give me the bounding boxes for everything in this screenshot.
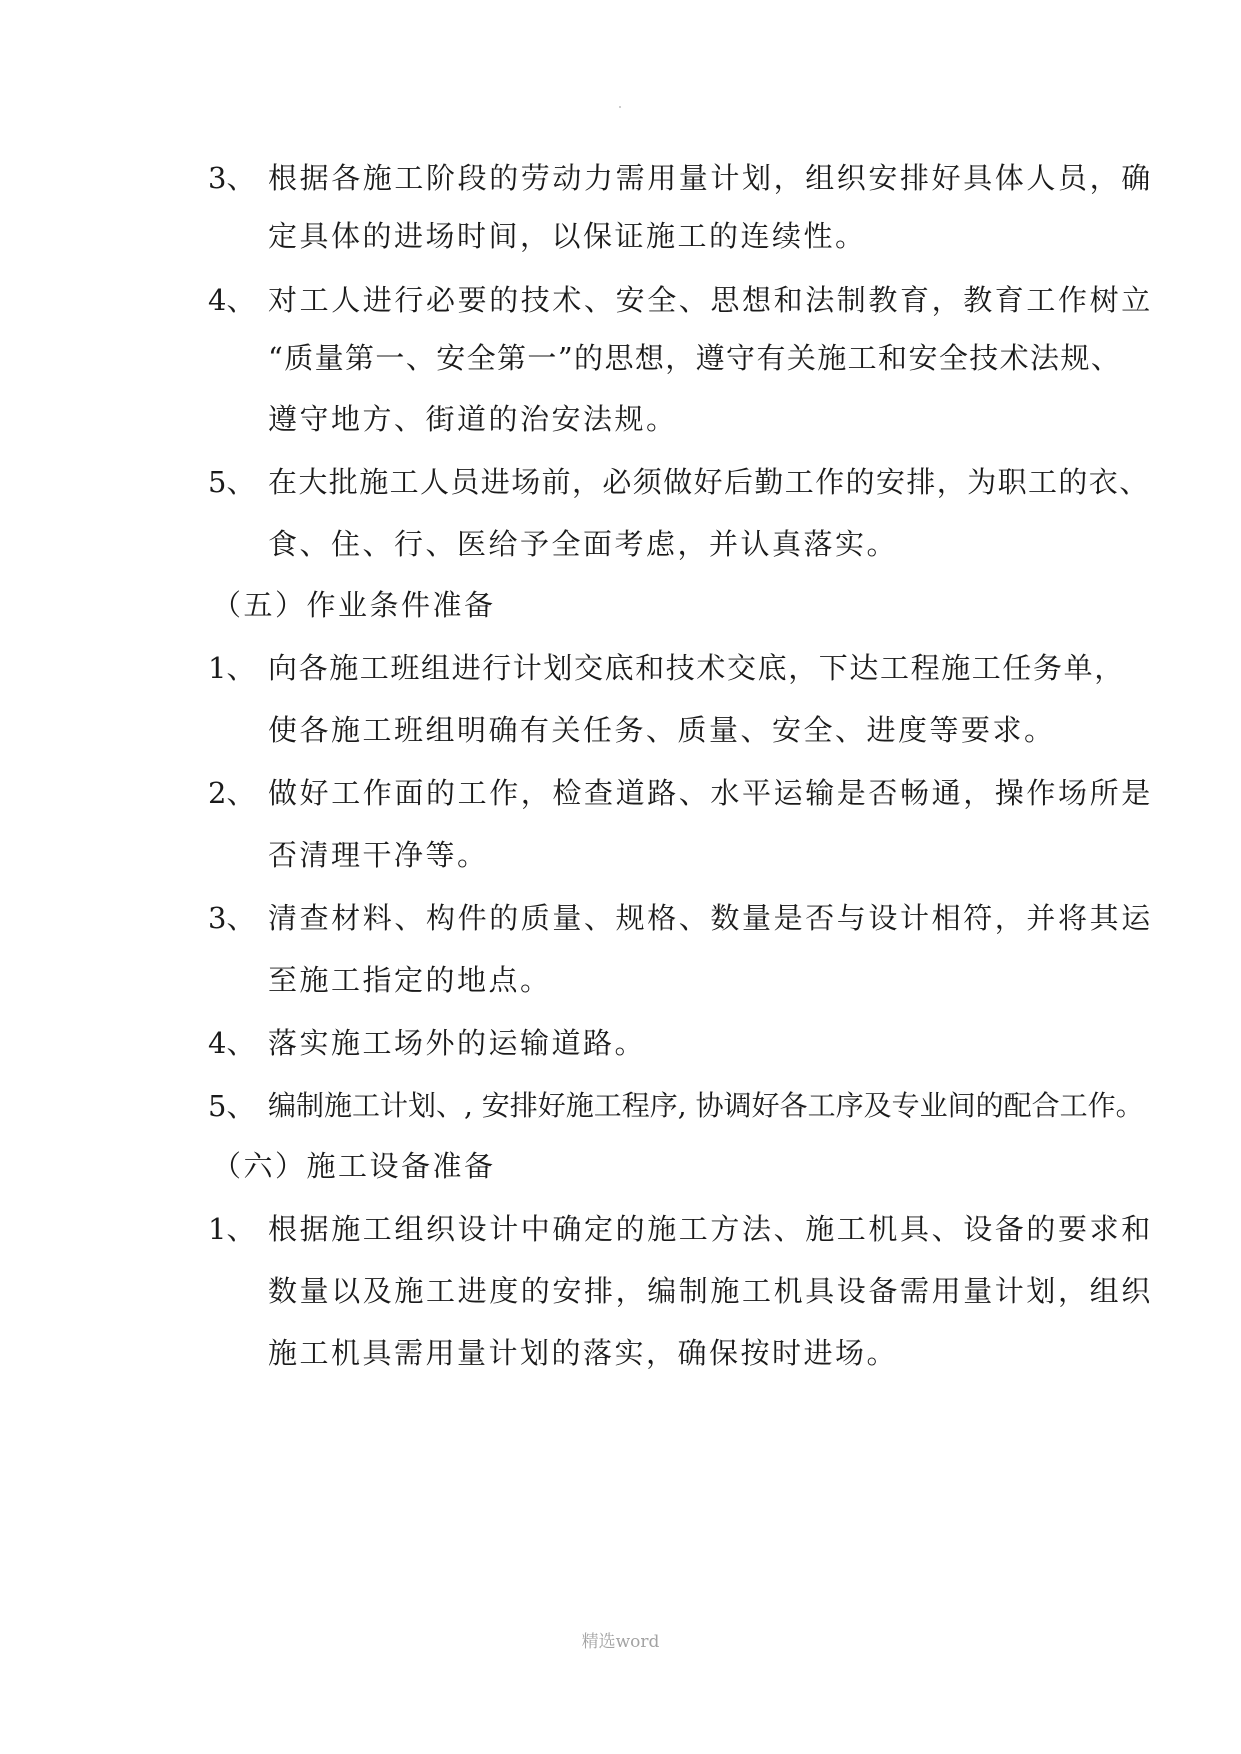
footer-watermark: 精选word	[581, 1632, 660, 1652]
list-item-line: 编制施工计划、, 安排好施工程序, 协调好各工序及专业间的配合工作。	[268, 1089, 1144, 1122]
list-number: 3、	[208, 901, 256, 935]
section-heading: （五）作业条件准备	[212, 588, 496, 622]
list-item-line: 在大批施工人员进场前，必须做好后勤工作的安排，为职工的衣、	[268, 465, 1150, 499]
list-item-line: 施工机具需用量计划的落实，确保按时进场。	[268, 1336, 899, 1370]
list-number: 1、	[208, 1212, 256, 1246]
list-item-line: 向各施工班组进行计划交底和技术交底，下达工程施工任务单，	[268, 651, 1125, 685]
list-item-line: 至施工指定的地点。	[268, 963, 552, 997]
list-number: 2、	[208, 776, 256, 810]
header-dot	[619, 106, 621, 108]
list-item-line: “质量第一、安全第一”的思想，遵守有关施工和安全技术法规、	[268, 341, 1122, 375]
list-item-line: 数量以及施工进度的安排，编制施工机具设备需用量计划，组织	[268, 1274, 1153, 1308]
list-item-line: 对工人进行必要的技术、安全、思想和法制教育，教育工作树立	[268, 283, 1153, 317]
list-item-line: 定具体的进场时间，以保证施工的连续性。	[268, 219, 867, 253]
list-item-line: 遵守地方、街道的治安法规。	[268, 402, 678, 436]
list-number: 3、	[208, 161, 256, 195]
list-item-line: 使各施工班组明确有关任务、质量、安全、进度等要求。	[268, 713, 1056, 747]
list-item-line: 根据各施工阶段的劳动力需用量计划，组织安排好具体人员，确	[268, 161, 1153, 195]
list-number: 4、	[208, 1026, 256, 1060]
list-item-line: 根据施工组织设计中确定的施工方法、施工机具、设备的要求和	[268, 1212, 1153, 1246]
list-number: 5、	[208, 465, 256, 499]
list-number: 4、	[208, 283, 256, 317]
list-number: 5、	[208, 1089, 256, 1123]
list-item-line: 做好工作面的工作，检查道路、水平运输是否畅通，操作场所是	[268, 776, 1153, 810]
section-heading: （六）施工设备准备	[212, 1149, 496, 1183]
list-item-line: 食、住、行、医给予全面考虑，并认真落实。	[268, 527, 899, 561]
list-number: 1、	[208, 651, 256, 685]
list-item-line: 落实施工场外的运输道路。	[268, 1026, 647, 1060]
list-item-line: 清查材料、构件的质量、规格、数量是否与设计相符，并将其运	[268, 901, 1153, 935]
list-item-line: 否清理干净等。	[268, 838, 489, 872]
